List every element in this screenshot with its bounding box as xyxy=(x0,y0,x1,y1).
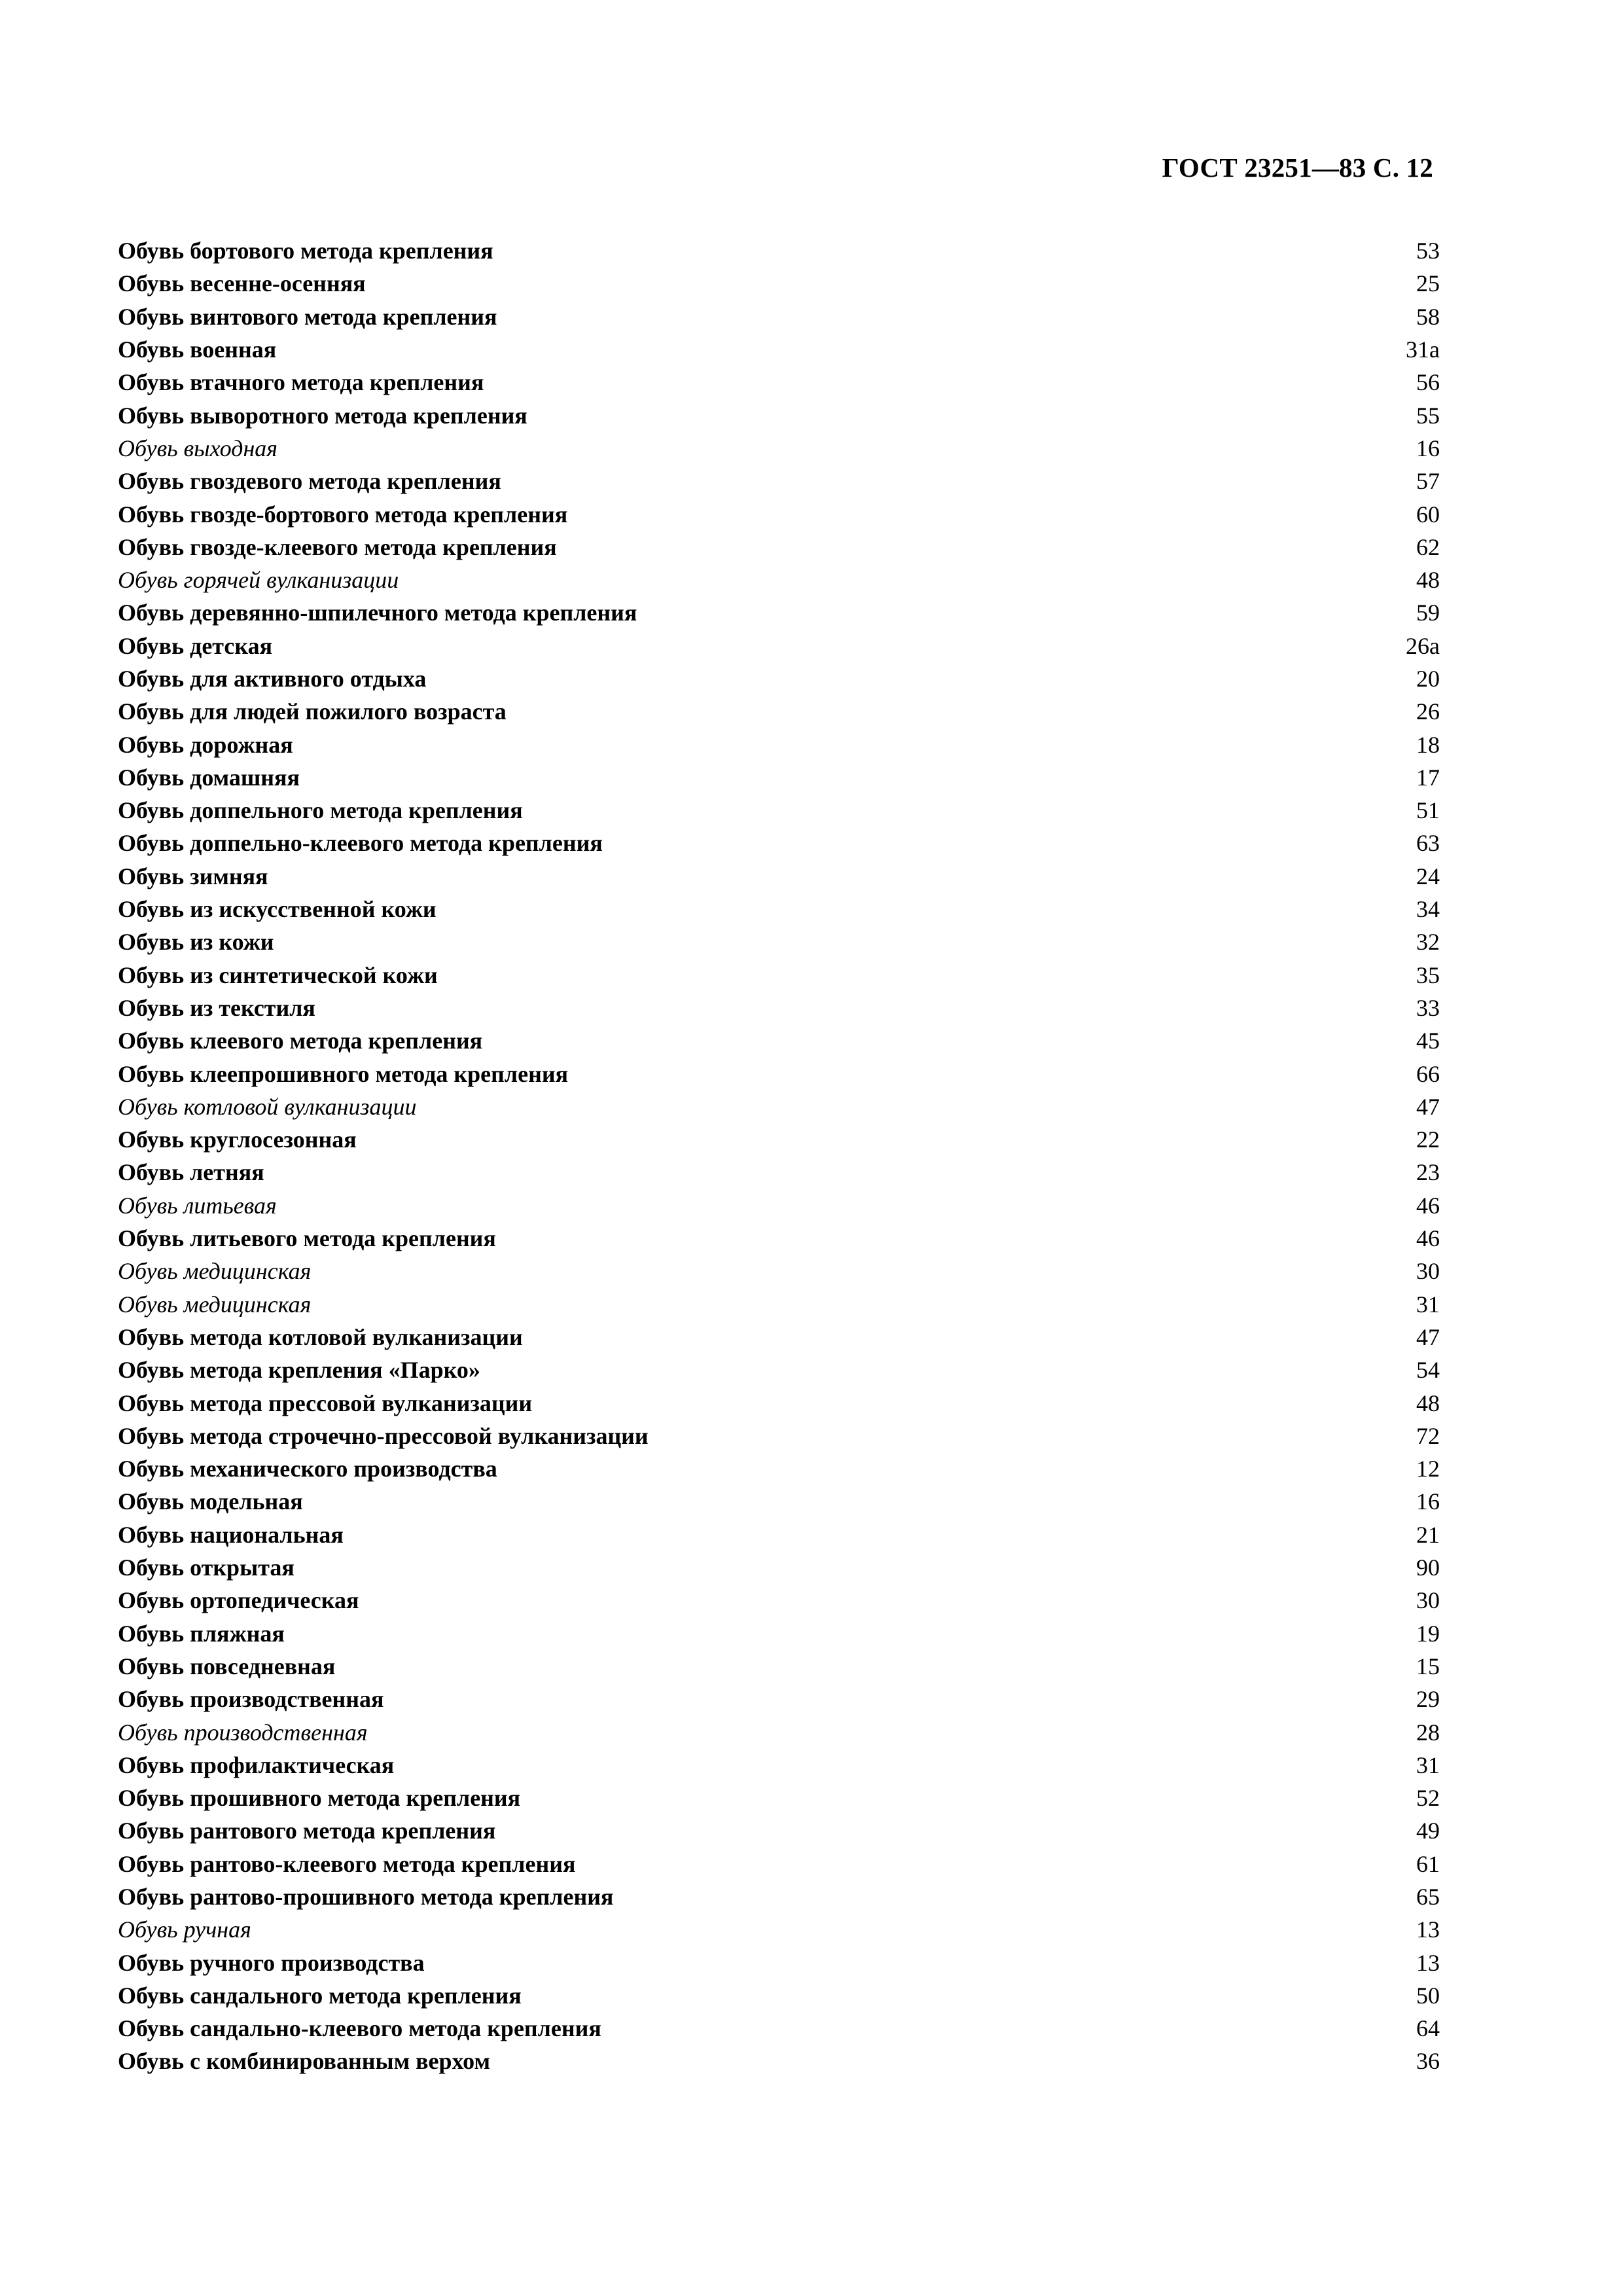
index-number: 50 xyxy=(1416,1982,1440,2009)
index-term: Обувь рантово-прошивного метода крепления xyxy=(118,1883,614,1910)
index-entry xyxy=(118,1321,1440,1354)
index-number: 31 xyxy=(1416,1291,1440,1318)
index-number: 32 xyxy=(1416,929,1440,956)
index-term: Обувь открытая xyxy=(118,1554,294,1581)
index-number: 72 xyxy=(1416,1422,1440,1449)
index-entry xyxy=(118,596,1440,629)
index-entry xyxy=(118,234,1440,267)
index-entry xyxy=(118,1782,1440,1814)
index-entry xyxy=(118,1189,1440,1222)
index-entry xyxy=(118,564,1440,596)
index-term: Обувь метода строчечно-прессовой вулканизации xyxy=(118,1422,649,1449)
index-entry xyxy=(118,1057,1440,1090)
index-number: 65 xyxy=(1416,1883,1440,1910)
index-term: Обувь из синтетической кожи xyxy=(118,961,438,988)
index-number: 62 xyxy=(1416,533,1440,560)
index-number: 23 xyxy=(1416,1159,1440,1186)
index-entry xyxy=(118,1848,1440,1880)
index-term: Обувь горячей вулканизации xyxy=(118,567,399,594)
index-number: 13 xyxy=(1416,1916,1440,1943)
index-number: 46 xyxy=(1416,1225,1440,1252)
index-number: 49 xyxy=(1416,1818,1440,1844)
index-term: Обувь бортового метода крепления xyxy=(118,238,493,264)
index-term: Обувь втачного метода крепления xyxy=(118,369,484,396)
index-number: 46 xyxy=(1416,1192,1440,1219)
index-term: Обувь механического производства xyxy=(118,1456,497,1482)
index-entry xyxy=(118,728,1440,761)
index-term: Обувь национальная xyxy=(118,1521,344,1548)
index-term: Обувь модельная xyxy=(118,1488,303,1515)
index-entry xyxy=(118,1123,1440,1156)
index-number: 18 xyxy=(1416,731,1440,758)
index-term: Обувь гвозде-клеевого метода крепления xyxy=(118,533,557,560)
index-term: Обувь зимняя xyxy=(118,863,268,889)
index-number: 30 xyxy=(1416,1587,1440,1614)
index-entry xyxy=(118,1650,1440,1683)
index-entry xyxy=(118,662,1440,695)
index-term: Обувь ручного производства xyxy=(118,1949,425,1976)
index-term: Обувь домашняя xyxy=(118,764,300,791)
index-entry xyxy=(118,432,1440,465)
index-entry xyxy=(118,1452,1440,1485)
index-entry xyxy=(118,1156,1440,1189)
index-number: 54 xyxy=(1416,1357,1440,1384)
index-entry xyxy=(118,465,1440,497)
index-number: 28 xyxy=(1416,1719,1440,1746)
index-term: Обувь повседневная xyxy=(118,1653,336,1679)
index-term: Обувь детская xyxy=(118,632,273,659)
index-entry xyxy=(118,1584,1440,1617)
index-number: 22 xyxy=(1416,1126,1440,1153)
index-term: Обувь гвозде-бортового метода крепления xyxy=(118,501,568,528)
index-term: Обувь ручная xyxy=(118,1916,251,1943)
index-term: Обувь из искусственной кожи xyxy=(118,896,437,923)
index-term: Обувь весенне-осенняя xyxy=(118,270,366,297)
index-entry xyxy=(118,399,1440,431)
index-entry xyxy=(118,531,1440,564)
index-number: 16 xyxy=(1416,1488,1440,1515)
index-number: 19 xyxy=(1416,1620,1440,1647)
index-number: 26а xyxy=(1406,632,1440,659)
index-entry xyxy=(118,1518,1440,1551)
index-entry xyxy=(118,1683,1440,1715)
index-number: 52 xyxy=(1416,1785,1440,1812)
index-number: 48 xyxy=(1416,1390,1440,1416)
index-term: Обувь рантово-клеевого метода крепления xyxy=(118,1850,576,1877)
index-entry xyxy=(118,1354,1440,1386)
index-number: 34 xyxy=(1416,896,1440,923)
index-number: 48 xyxy=(1416,567,1440,594)
index-entry xyxy=(118,925,1440,958)
index-term: Обувь метода котловой вулканизации xyxy=(118,1323,523,1350)
index-number: 21 xyxy=(1416,1521,1440,1548)
index-number: 26 xyxy=(1416,698,1440,725)
index-entry xyxy=(118,761,1440,794)
index-number: 29 xyxy=(1416,1686,1440,1713)
index-term: Обувь сандально-клеевого метода крепления xyxy=(118,2015,601,2042)
index-list xyxy=(118,234,1440,2078)
index-number: 20 xyxy=(1416,666,1440,692)
index-term: Обувь прошивного метода крепления xyxy=(118,1785,521,1812)
index-entry xyxy=(118,1946,1440,1979)
index-number: 36 xyxy=(1416,2048,1440,2075)
index-term: Обувь медицинская xyxy=(118,1291,312,1318)
index-term: Обувь из кожи xyxy=(118,929,274,956)
index-entry xyxy=(118,1255,1440,1287)
index-entry xyxy=(118,959,1440,992)
index-term: Обувь клеевого метода крепления xyxy=(118,1028,483,1054)
index-entry xyxy=(118,1222,1440,1255)
index-number: 55 xyxy=(1416,402,1440,429)
index-term: Обувь котловой вулканизации xyxy=(118,1093,417,1120)
index-term: Обувь доппельного метода крепления xyxy=(118,797,523,824)
index-entry xyxy=(118,333,1440,366)
index-number: 24 xyxy=(1416,863,1440,889)
index-entry xyxy=(118,1617,1440,1649)
index-term: Обувь метода прессовой вулканизации xyxy=(118,1390,533,1416)
index-number: 47 xyxy=(1416,1093,1440,1120)
index-term: Обувь медицинская xyxy=(118,1258,312,1285)
index-term: Обувь профилактическая xyxy=(118,1751,395,1778)
index-entry xyxy=(118,695,1440,728)
index-term: Обувь из текстиля xyxy=(118,994,315,1021)
index-term: Обувь сандального метода крепления xyxy=(118,1982,522,2009)
index-number: 90 xyxy=(1416,1554,1440,1581)
index-entry xyxy=(118,1913,1440,1946)
index-number: 33 xyxy=(1416,994,1440,1021)
index-number: 35 xyxy=(1416,961,1440,988)
page-header: ГОСТ 23251—83 С. 12 xyxy=(1162,152,1433,183)
index-term: Обувь производственная xyxy=(118,1719,368,1746)
index-term: Обувь летняя xyxy=(118,1159,264,1186)
index-entry xyxy=(118,1485,1440,1518)
index-entry xyxy=(118,860,1440,893)
index-entry xyxy=(118,497,1440,530)
index-number: 61 xyxy=(1416,1850,1440,1877)
index-number: 17 xyxy=(1416,764,1440,791)
index-term: Обувь для активного отдыха xyxy=(118,666,427,692)
index-entry xyxy=(118,1386,1440,1419)
index-term: Обувь винтового метода крепления xyxy=(118,303,497,330)
index-entry xyxy=(118,630,1440,662)
index-number: 56 xyxy=(1416,369,1440,396)
index-entry xyxy=(118,1288,1440,1321)
index-term: Обувь клеепрошивного метода крепления xyxy=(118,1060,569,1087)
index-number: 64 xyxy=(1416,2015,1440,2042)
index-number: 15 xyxy=(1416,1653,1440,1679)
index-term: Обувь дорожная xyxy=(118,731,293,758)
index-number: 16 xyxy=(1416,435,1440,461)
index-entry xyxy=(118,1420,1440,1452)
index-term: Обувь круглосезонная xyxy=(118,1126,357,1153)
index-term: Обувь гвоздевого метода крепления xyxy=(118,468,501,495)
index-entry xyxy=(118,2045,1440,2077)
index-number: 57 xyxy=(1416,468,1440,495)
index-entry xyxy=(118,2012,1440,2045)
index-term: Обувь для людей пожилого возраста xyxy=(118,698,507,725)
index-number: 60 xyxy=(1416,501,1440,528)
index-number: 45 xyxy=(1416,1028,1440,1054)
index-number: 53 xyxy=(1416,238,1440,264)
index-term: Обувь деревянно-шпилечного метода крепления xyxy=(118,600,637,626)
index-number: 31а xyxy=(1406,336,1440,363)
index-term: Обувь с комбинированным верхом xyxy=(118,2048,491,2075)
index-entry xyxy=(118,794,1440,827)
index-entry xyxy=(118,827,1440,859)
index-entry xyxy=(118,1749,1440,1782)
index-number: 13 xyxy=(1416,1949,1440,1976)
index-entry xyxy=(118,893,1440,925)
index-entry xyxy=(118,1880,1440,1913)
index-number: 31 xyxy=(1416,1751,1440,1778)
index-term: Обувь пляжная xyxy=(118,1620,285,1647)
index-number: 12 xyxy=(1416,1456,1440,1482)
index-term: Обувь военная xyxy=(118,336,277,363)
index-number: 58 xyxy=(1416,303,1440,330)
index-number: 51 xyxy=(1416,797,1440,824)
index-entry xyxy=(118,1715,1440,1748)
index-term: Обувь выходная xyxy=(118,435,278,461)
index-entry xyxy=(118,1551,1440,1584)
index-term: Обувь доппельно-клеевого метода крепления xyxy=(118,830,603,857)
index-entry xyxy=(118,1979,1440,2012)
index-number: 63 xyxy=(1416,830,1440,857)
index-term: Обувь литьевого метода крепления xyxy=(118,1225,496,1252)
index-entry xyxy=(118,267,1440,300)
index-entry xyxy=(118,992,1440,1024)
index-number: 59 xyxy=(1416,600,1440,626)
index-entry xyxy=(118,1090,1440,1123)
index-term: Обувь ортопедическая xyxy=(118,1587,359,1614)
index-term: Обувь метода крепления «Парко» xyxy=(118,1357,480,1384)
index-number: 66 xyxy=(1416,1060,1440,1087)
index-term: Обувь выворотного метода крепления xyxy=(118,402,527,429)
index-number: 30 xyxy=(1416,1258,1440,1285)
index-entry xyxy=(118,300,1440,333)
index-term: Обувь производственная xyxy=(118,1686,384,1713)
index-term: Обувь рантового метода крепления xyxy=(118,1818,496,1844)
index-entry xyxy=(118,1024,1440,1057)
index-entry xyxy=(118,1814,1440,1847)
index-entry xyxy=(118,366,1440,399)
index-term: Обувь литьевая xyxy=(118,1192,277,1219)
index-number: 25 xyxy=(1416,270,1440,297)
index-number: 47 xyxy=(1416,1323,1440,1350)
